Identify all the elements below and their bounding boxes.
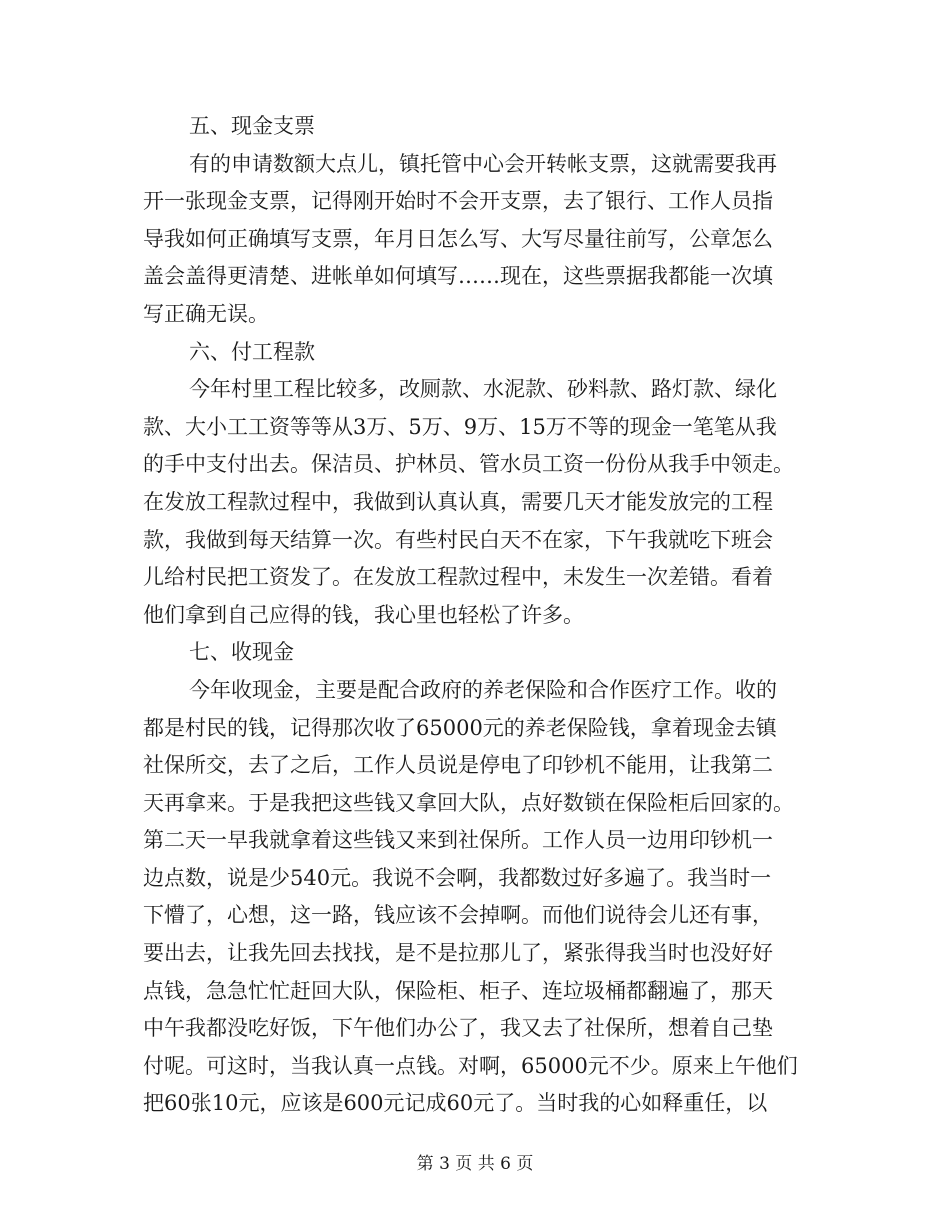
paragraph-line: 写正确无误。 — [143, 301, 269, 326]
paragraph-line: 把60张10元，应该是600元记成60元了。当时我的心如释重任，以 — [143, 1091, 768, 1116]
paragraph-line: 的手中支付出去。保洁员、护林员、管水员工资一份份从我手中领走。 — [143, 452, 794, 477]
paragraph-line: 开一张现金支票，记得刚开始时不会开支票，去了银行、工作人员指 — [143, 189, 773, 214]
paragraph-line: 下懵了，心想，这一路，钱应该不会掉啊。而他们说待会儿还有事， — [143, 903, 773, 928]
paragraph-line: 款、大小工工资等等从3万、5万、9万、15万不等的现金一笔笔从我 — [143, 414, 777, 439]
paragraph-line: 边点数，说是少540元。我说不会啊，我都数过好多遍了。我当时一 — [143, 865, 772, 890]
paragraph-line: 导我如何正确填写支票，年月日怎么写、大写尽量往前写，公章怎么 — [143, 226, 773, 251]
paragraph-line: 盖会盖得更清楚、进帐单如何填写……现在，这些票据我都能一次填 — [143, 264, 773, 289]
paragraph-line: 儿给村民把工资发了。在发放工程款过程中，未发生一次差错。看着 — [143, 565, 773, 590]
paragraph-line: 第二天一早我就拿着这些钱又来到社保所。工作人员一边用印钞机一 — [143, 828, 773, 853]
paragraph-line: 付呢。可这时，当我认真一点钱。对啊，65000元不少。原来上午他们 — [143, 1053, 798, 1078]
paragraph-line: 天再拿来。于是我把这些钱又拿回大队，点好数锁在保险柜后回家的。 — [143, 790, 794, 815]
paragraph-line: 社保所交，去了之后，工作人员说是停电了印钞机不能用，让我第二 — [143, 753, 773, 778]
page-number-footer: 第 3 页 共 6 页 — [416, 1154, 534, 1174]
document-body — [143, 108, 808, 1123]
section-heading-project-payment: 六、付工程款 — [189, 339, 315, 364]
paragraph-line: 要出去，让我先回去找找，是不是拉那儿了，紧张得我当时也没好好 — [143, 941, 773, 966]
paragraph-line: 中午我都没吃好饭，下午他们办公了，我又去了社保所，想着自己垫 — [143, 1016, 773, 1041]
paragraph-line: 今年村里工程比较多，改厕款、水泥款、砂料款、路灯款、绿化 — [189, 377, 777, 402]
section-heading-cash-check: 五、现金支票 — [189, 114, 315, 138]
paragraph-line: 点钱，急急忙忙赶回大队，保险柜、柜子、连垃圾桶都翻遍了，那天 — [143, 978, 773, 1003]
paragraph-line: 都是村民的钱，记得那次收了65000元的养老保险钱，拿着现金去镇 — [143, 715, 777, 740]
paragraph-line: 款，我做到每天结算一次。有些村民白天不在家，下午我就吃下班会 — [143, 527, 773, 552]
paragraph-line: 今年收现金，主要是配合政府的养老保险和合作医疗工作。收的 — [189, 677, 777, 702]
section-heading-cash-collection: 七、收现金 — [189, 640, 294, 665]
paragraph-line: 他们拿到自己应得的钱，我心里也轻松了许多。 — [143, 602, 584, 627]
paragraph-line: 有的申请数额大点儿，镇托管中心会开转帐支票，这就需要我再 — [189, 151, 777, 176]
paragraph-line: 在发放工程款过程中，我做到认真认真，需要几天才能发放完的工程 — [143, 489, 773, 514]
